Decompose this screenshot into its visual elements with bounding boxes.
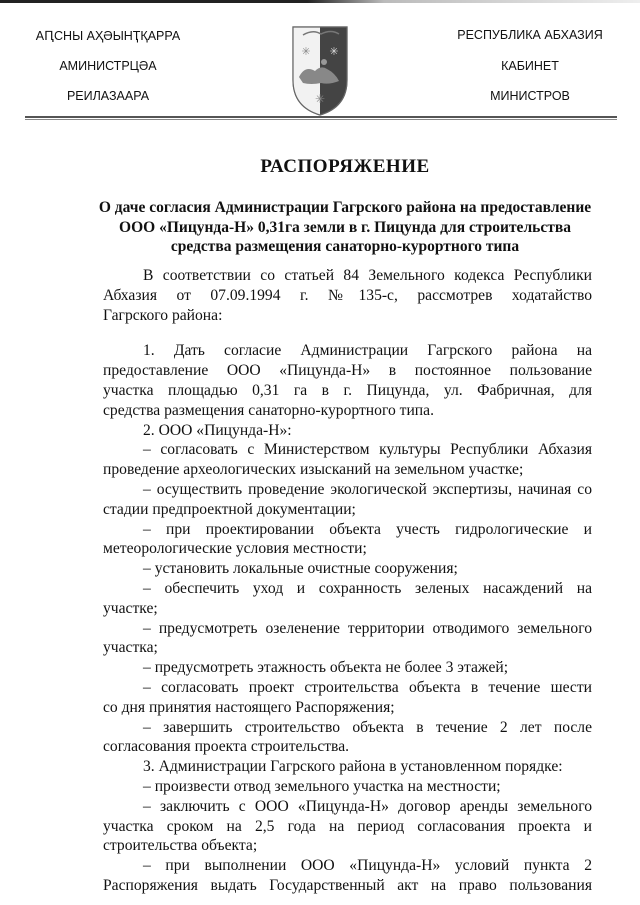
body-line: – заключить с ООО «Пицунда-Н» договор аренды земельного [143,797,592,815]
body-line: 3. Администрации Гагрского района в установленном порядке: [143,758,563,776]
body-line: стадии предпроектной документации; [103,500,356,518]
body-line: – согласовать проект строительства объекта в течение шести [143,678,592,696]
body-line: участка; [103,639,158,657]
svg-text:✳: ✳ [314,92,326,106]
document-subtitle [60,198,630,257]
body-line: Распоряжения выдать Государственный акт на право пользования [103,876,592,894]
body-line: – предусмотреть этажность объекта не более 3 этажей; [143,659,509,677]
coat-of-arms-emblem [291,25,349,117]
header-left-line: АМИНИСТРЦӘА [59,59,157,73]
header-right-line: КАБИНЕТ [501,59,559,73]
document-title: РАСПОРЯЖЕНИЕ [260,156,430,177]
body-line: со дня принятия настоящего Распоряжения; [103,698,395,716]
body-line: – произвести отвод земельного участка на местности; [143,777,501,795]
body-line: участка сроком на 2,5 года на период согласования проекта и [103,817,592,835]
body-line: проведение археологических изысканий на земельном участке; [103,461,524,479]
body-line: средства размещения санаторно-курортного типа. [103,401,434,419]
body-line: участке; [103,599,158,617]
body-line: 1. Дать согласие Администрации Гагрского района на [143,342,592,360]
header-divider [25,116,617,120]
header-right-line: РЕСПУБЛИКА АБХАЗИЯ [457,28,603,42]
body-line: – при выполнении ООО «Пицунда-Н» условий пункта 2 [143,857,592,875]
body-line: – завершить строительство объекта в течение 2 лет после [143,718,592,736]
body-line: – установить локальные очистные сооружения; [143,560,458,578]
body-line: предоставление ООО «Пицунда-Н» в постоянное пользование [103,362,592,380]
body-line: 2. ООО «Пицунда-Н»: [143,421,292,439]
svg-text:✳: ✳ [329,46,339,58]
body-line: участка площадью 0,31 га в г. Пицунда, ул. Фабричная, для [103,381,592,399]
body-line: – предусмотреть озеленение территории отводимого земельного [143,619,592,637]
subtitle-line: О даче согласия Администрации Гагрского района на предоставление [98,199,592,216]
body-line: строительства объекта; [103,837,258,855]
body-line: – обеспечить уход и сохранность зеленых насаждений на [143,579,592,597]
scan-edge [0,0,640,3]
body-line: Абхазия от 07.09.1994 г. №135-с, рассмотрев ходатайство [103,286,592,304]
body-line: – осуществить проведение экологической экспертизы, начиная со [143,480,592,498]
body-line: – согласовать с Министерством культуры Республики Абхазия [143,441,592,459]
paragraph-gap [103,325,592,341]
header-left-line: РЕИЛАЗААРА [66,89,150,103]
body-line: – при проектировании объекта учесть гидрологические и [143,520,592,538]
subtitle-line: средства размещения санаторно-курортного типа [170,238,520,255]
body-line: Гагрского района: [103,306,223,324]
body-line: В соответствии со статьей 84 Земельного кодекса Республики [143,267,592,284]
body-line: согласования проекта строительства. [103,738,350,756]
svg-text:✳: ✳ [301,46,311,58]
subtitle-line: ООО «Пицунда-Н» 0,31га земли в г. Пицунда для строительства [119,218,571,236]
header-left-line: АԤСНЫ АҲӘЫНҬҚАРРА [35,29,181,43]
body-line: метеорологические условия местности; [103,540,367,558]
header-right-line: МИНИСТРОВ [490,89,570,103]
document-body [103,266,592,896]
